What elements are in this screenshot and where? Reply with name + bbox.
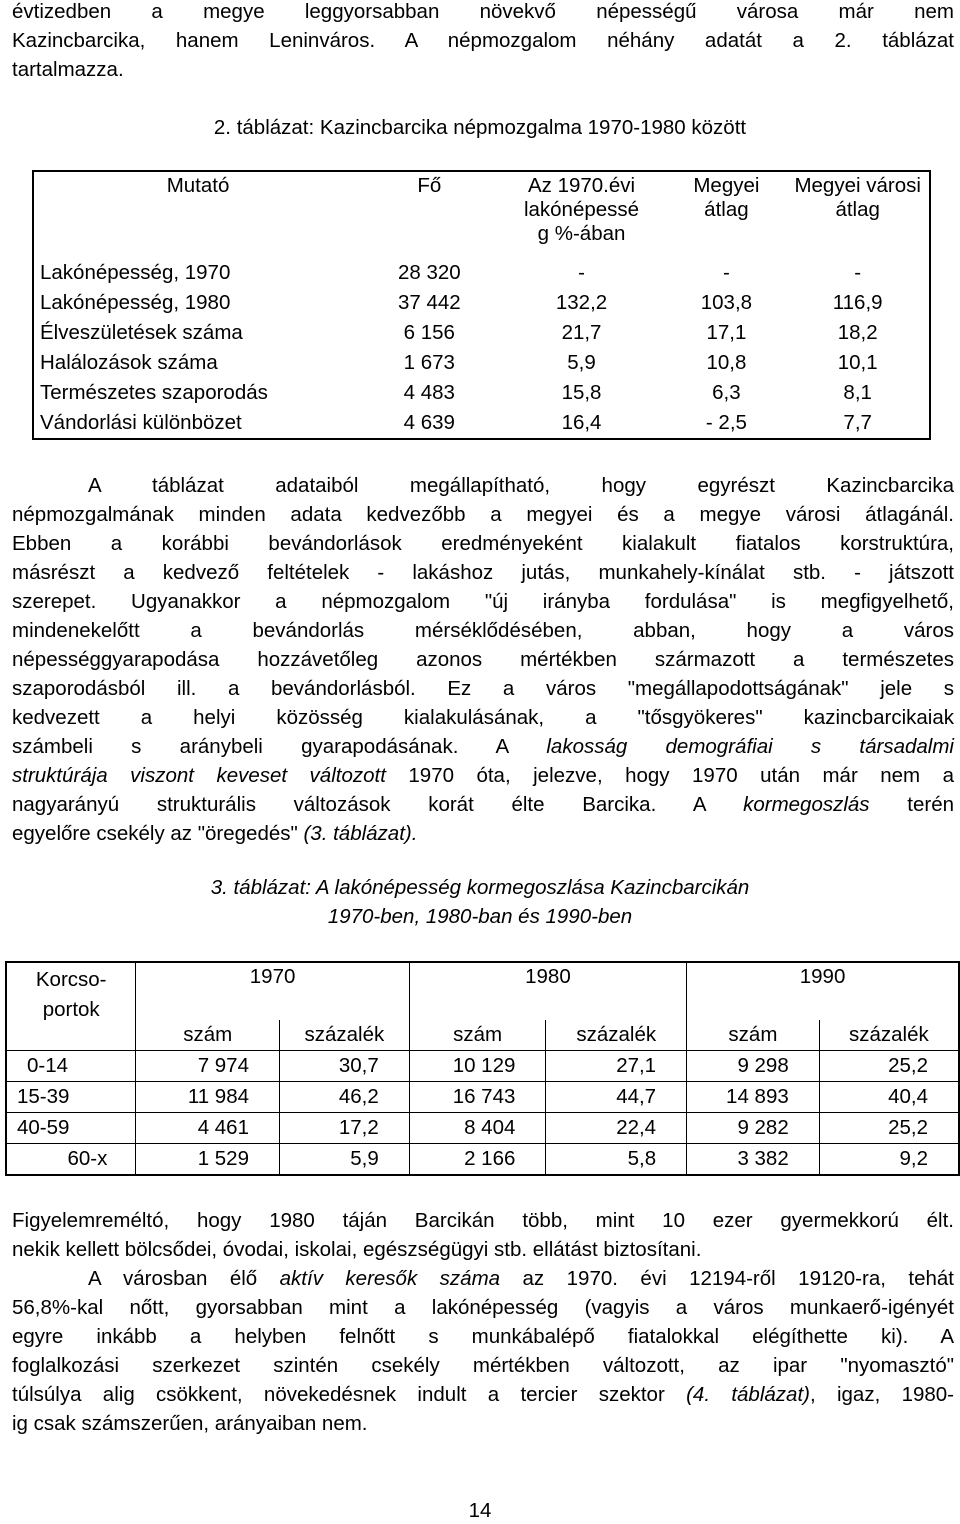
text-line: kedvezett a helyi közösség kialakulásának, a "tősgyökeres" kazincbarcikaiak	[12, 706, 954, 729]
table3	[5, 961, 960, 1176]
table-row	[6, 1144, 959, 1176]
table-cell: -	[854, 261, 862, 284]
table2-header-cell: Mutató	[166, 174, 230, 197]
table2	[32, 170, 931, 440]
table-cell: 5,9	[280, 1144, 410, 1176]
table-cell: 1 673	[403, 351, 455, 374]
table-cell: 22,4	[546, 1113, 687, 1144]
table-cell: 10 129	[409, 1051, 546, 1082]
text-line	[12, 819, 954, 848]
text-line: szaporodásból ill. a bevándorlásból. Ez a város "megállapodottságának" jele s	[12, 677, 954, 700]
table2-header-row	[33, 171, 930, 258]
table3-group-header: Korcso- portok	[6, 962, 136, 1051]
table-cell: 14 893	[687, 1082, 820, 1113]
table-cell: 116,9	[832, 291, 883, 314]
intro-paragraph	[12, 0, 954, 84]
table-cell: 28 320	[397, 261, 461, 284]
table-cell: 27,1	[546, 1051, 687, 1082]
table2-caption: 2. táblázat: Kazincbarcika népmozgalma 1970-1980 között	[213, 116, 747, 139]
table2-header-cell: Megyei átlag	[693, 174, 760, 221]
italic-text-segment: (3. táblázat).	[303, 822, 418, 845]
table-cell: 8 404	[409, 1113, 546, 1144]
text-line	[12, 1264, 954, 1293]
table3-caption	[0, 873, 960, 931]
table-row	[6, 1082, 959, 1113]
table-cell: 4 639	[403, 411, 455, 434]
table-row	[6, 1051, 959, 1082]
italic-text-segment: aktív keresők száma	[279, 1267, 501, 1290]
table-cell: 16 743	[409, 1082, 546, 1113]
observation-paragraph	[12, 1206, 954, 1264]
table-cell: 3 382	[687, 1144, 820, 1176]
table2-header-cell: Fő	[417, 174, 442, 197]
italic-text-segment: struktúrája viszont keveset változott	[12, 764, 386, 787]
table-cell: 44,7	[546, 1082, 687, 1113]
text-line: Figyelemreméltó, hogy 1980 táján Barcikán több, mint 10 ezer gyermekkorú élt.	[12, 1209, 954, 1232]
text-line: Kazincbarcika, hanem Leninváros. A népmozgalom néhány adatát a 2. táblázat	[12, 29, 954, 52]
table-cell: 9 298	[687, 1051, 820, 1082]
table-cell: 8,1	[843, 381, 872, 404]
table-cell: 6 156	[403, 321, 455, 344]
text-line: mindenekelőtt a bevándorlás mérséklődésében, abban, hogy a város	[12, 619, 954, 642]
text-segment: 1970 óta, jelezve, hogy 1970 után már nem a	[408, 764, 954, 787]
table-row	[33, 408, 930, 439]
table-cell: 9 282	[687, 1113, 820, 1144]
text-line: 56,8%-kal nőtt, gyorsabban mint a lakónépesség (vagyis a város munkaerő-igényét	[12, 1296, 954, 1319]
table-cell: 132,2	[555, 291, 608, 314]
table3-year-header: 1980	[409, 962, 686, 1020]
table-cell: 17,1	[706, 321, 747, 344]
table-cell: 11 984	[136, 1082, 280, 1113]
table-cell: 30,7	[280, 1051, 410, 1082]
table-cell: Természetes szaporodás	[40, 381, 268, 404]
table-cell: 4 483	[403, 381, 455, 404]
table-cell: Halálozások száma	[40, 351, 218, 374]
table-cell: 5,9	[567, 351, 596, 374]
table-cell: 4 461	[136, 1113, 280, 1144]
table-row	[33, 288, 930, 318]
table-cell: 9,2	[819, 1144, 959, 1176]
table-cell: -	[723, 261, 730, 284]
text-line: évtizedben a megye leggyorsabban növekvő népességű városa már nem	[12, 0, 954, 23]
table-cell: 25,2	[819, 1113, 959, 1144]
table-cell: 10,8	[706, 351, 747, 374]
caption-line: 1970-ben, 1980-ban és 1990-ben	[327, 905, 633, 928]
table-cell: Vándorlási különbözet	[40, 411, 242, 434]
table-cell: 7,7	[843, 411, 872, 434]
text-line: Ebben a korábbi bevándorlások eredményeként kialakult fiatalos korstruktúra,	[12, 532, 954, 555]
text-line	[12, 761, 954, 790]
table-cell: 16,4	[561, 411, 602, 434]
table-cell: 25,2	[819, 1051, 959, 1082]
table3-subheader-cell: százalék	[546, 1020, 687, 1051]
italic-text-segment: lakosság demográfiai s társadalmi	[546, 735, 954, 758]
table-cell: -	[578, 261, 585, 284]
table3-subheader-cell: szám	[687, 1020, 820, 1051]
text-segment: számbeli s aránybeli gyarapodásának. A	[12, 735, 509, 758]
table-cell: 40-59	[6, 1113, 136, 1144]
text-segment: A városban élő	[88, 1267, 258, 1290]
text-line	[12, 1380, 954, 1409]
page-number: 14	[468, 1499, 492, 1522]
table3-subheader-cell: százalék	[819, 1020, 959, 1051]
text-line	[12, 732, 954, 761]
text-line: egyre inkább a helyben felnőtt s munkábalépő fiatalokkal elégíthette ki). A	[12, 1325, 954, 1348]
table-cell: 17,2	[280, 1113, 410, 1144]
table-cell: 2 166	[409, 1144, 546, 1176]
table3-subheader-cell: szám	[409, 1020, 546, 1051]
table-row	[6, 1113, 959, 1144]
table-cell: 7 974	[136, 1051, 280, 1082]
text-line: ig csak számszerűen, arányaiban nem.	[12, 1412, 368, 1435]
table-row	[33, 258, 930, 288]
table-cell: 1 529	[136, 1144, 280, 1176]
italic-text-segment: (4. táblázat)	[686, 1383, 810, 1406]
table-cell: - 2,5	[705, 411, 747, 434]
text-segment: az 1970. évi 12194-ről 19120-ra, tehát	[522, 1267, 955, 1290]
text-line	[12, 790, 954, 819]
table-row	[33, 348, 930, 378]
text-line: tartalmazza.	[12, 58, 124, 81]
text-line: szerepet. Ugyanakkor a népmozgalom "új irányba fordulása" is megfigyelhető,	[12, 590, 954, 613]
table-cell: 10,1	[837, 351, 878, 374]
analysis-paragraph	[12, 471, 954, 848]
table3-year-header: 1990	[687, 962, 959, 1020]
table-cell: 40,4	[819, 1082, 959, 1113]
italic-text-segment: kormegoszlás	[743, 793, 870, 816]
text-line: nekik kellett bölcsődei, óvodai, iskolai, egészségügyi stb. ellátást biztosítani.	[12, 1238, 702, 1261]
table-cell: Élveszületések száma	[40, 321, 243, 344]
table3-header-row	[6, 962, 959, 1020]
table3-subheader-cell: szám	[136, 1020, 280, 1051]
text-segment: , igaz, 1980-	[809, 1383, 955, 1406]
text-line: másrészt a kedvező feltételek - lakáshoz jutás, munkahely-kínálat stb. - játszott	[12, 561, 954, 584]
table2-header-cell: Az 1970.évi lakónépessé g %-ában	[523, 174, 640, 245]
text-segment: nagyarányú strukturális változások korát élte Barcika. A	[12, 793, 706, 816]
table-cell: 60-x	[6, 1144, 136, 1176]
table-cell: 103,8	[700, 291, 753, 314]
table-row	[33, 378, 930, 408]
table-cell: 46,2	[280, 1082, 410, 1113]
table-cell: 6,3	[712, 381, 741, 404]
table-cell: 15-39	[6, 1082, 136, 1113]
table-cell: 5,8	[546, 1144, 687, 1176]
table-cell: 37 442	[397, 291, 461, 314]
table3-year-header: 1970	[136, 962, 409, 1020]
text-line: népességgyarapodása hozzávetőleg azonos mértékben származott a természetes	[12, 648, 954, 671]
table3-subheader-row	[6, 1020, 959, 1051]
table-cell: Lakónépesség, 1980	[40, 291, 231, 314]
workforce-paragraph	[12, 1264, 954, 1438]
text-segment: egyelőre csekély az "öregedés"	[12, 822, 298, 845]
table-cell: 18,2	[837, 321, 878, 344]
table2-header-cell: Megyei városi átlag	[794, 174, 921, 221]
table3-subheader-cell: százalék	[280, 1020, 410, 1051]
table-cell: 21,7	[561, 321, 602, 344]
table-cell: 15,8	[561, 381, 602, 404]
text-line: A táblázat adataiból megállapítható, hogy egyrészt Kazincbarcika	[88, 474, 954, 497]
text-line: népmozgalmának minden adata kedvezőbb a megyei és a megye városi átlagánál.	[12, 503, 954, 526]
table-row	[33, 318, 930, 348]
text-segment: túlsúlya alig csökkent, növekedésnek indult a tercier szektor	[12, 1383, 665, 1406]
text-line: foglalkozási szerkezet szintén csekély mértékben változott, az ipar "nyomasztó"	[12, 1354, 954, 1377]
table-cell: 0-14	[6, 1051, 136, 1082]
text-segment: terén	[907, 793, 954, 816]
table-cell: Lakónépesség, 1970	[40, 261, 231, 284]
caption-line: 3. táblázat: A lakónépesség kormegoszlása Kazincbarcikán	[210, 876, 750, 899]
